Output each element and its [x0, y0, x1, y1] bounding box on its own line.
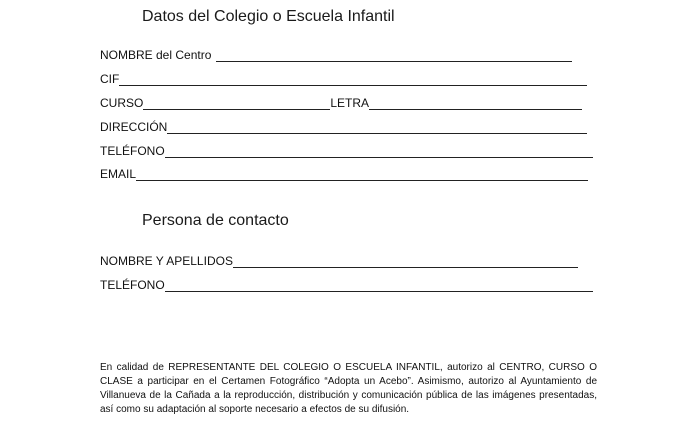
contact-name-label: NOMBRE Y APELLIDOS	[100, 254, 233, 268]
cif-label: CIF	[100, 72, 120, 86]
consent-paragraph: En calidad de REPRESENTANTE DEL COLEGIO O ESCUELA INFANTIL, autorizo al CENTRO, CURSO O CLASE a participar en el Certamen Fotográfico “Adopta un Acebo”. Asimismo, autorizo al Ayuntamiento de Villanueva de la Cañada a la reproducción, distribución y comunicación pública de las imágenes presentadas, así como su adaptación al soporte necesario a efectos de su difusión.	[100, 362, 597, 415]
contact-phone-field[interactable]	[165, 278, 593, 292]
school-phone-field[interactable]	[165, 144, 593, 158]
school-section-title: Datos del Colegio o Escuela Infantil	[142, 8, 395, 25]
email-label: EMAIL	[100, 167, 137, 181]
course-row	[100, 94, 582, 110]
school-name-label: NOMBRE del Centro	[100, 48, 212, 62]
address-field[interactable]	[167, 120, 587, 134]
address-label: DIRECCIÓN	[100, 120, 168, 134]
contact-section-title: Persona de contacto	[142, 212, 289, 229]
contact-phone-label: TELÉFONO	[100, 278, 165, 292]
school-name-field[interactable]	[216, 48, 572, 62]
contact-phone-row	[100, 276, 593, 292]
cif-field[interactable]	[119, 72, 587, 86]
letter-label: LETRA	[330, 96, 370, 110]
school-phone-row	[100, 142, 593, 158]
address-row	[100, 118, 587, 134]
school-name-row	[100, 46, 572, 62]
cif-row	[100, 70, 587, 86]
school-phone-label: TELÉFONO	[100, 144, 165, 158]
course-field[interactable]	[143, 96, 330, 110]
letter-field[interactable]	[369, 96, 582, 110]
contact-name-field[interactable]	[233, 254, 578, 268]
course-label: CURSO	[100, 96, 144, 110]
contact-name-row	[100, 252, 578, 268]
email-row	[100, 165, 588, 181]
email-field[interactable]	[136, 167, 588, 181]
